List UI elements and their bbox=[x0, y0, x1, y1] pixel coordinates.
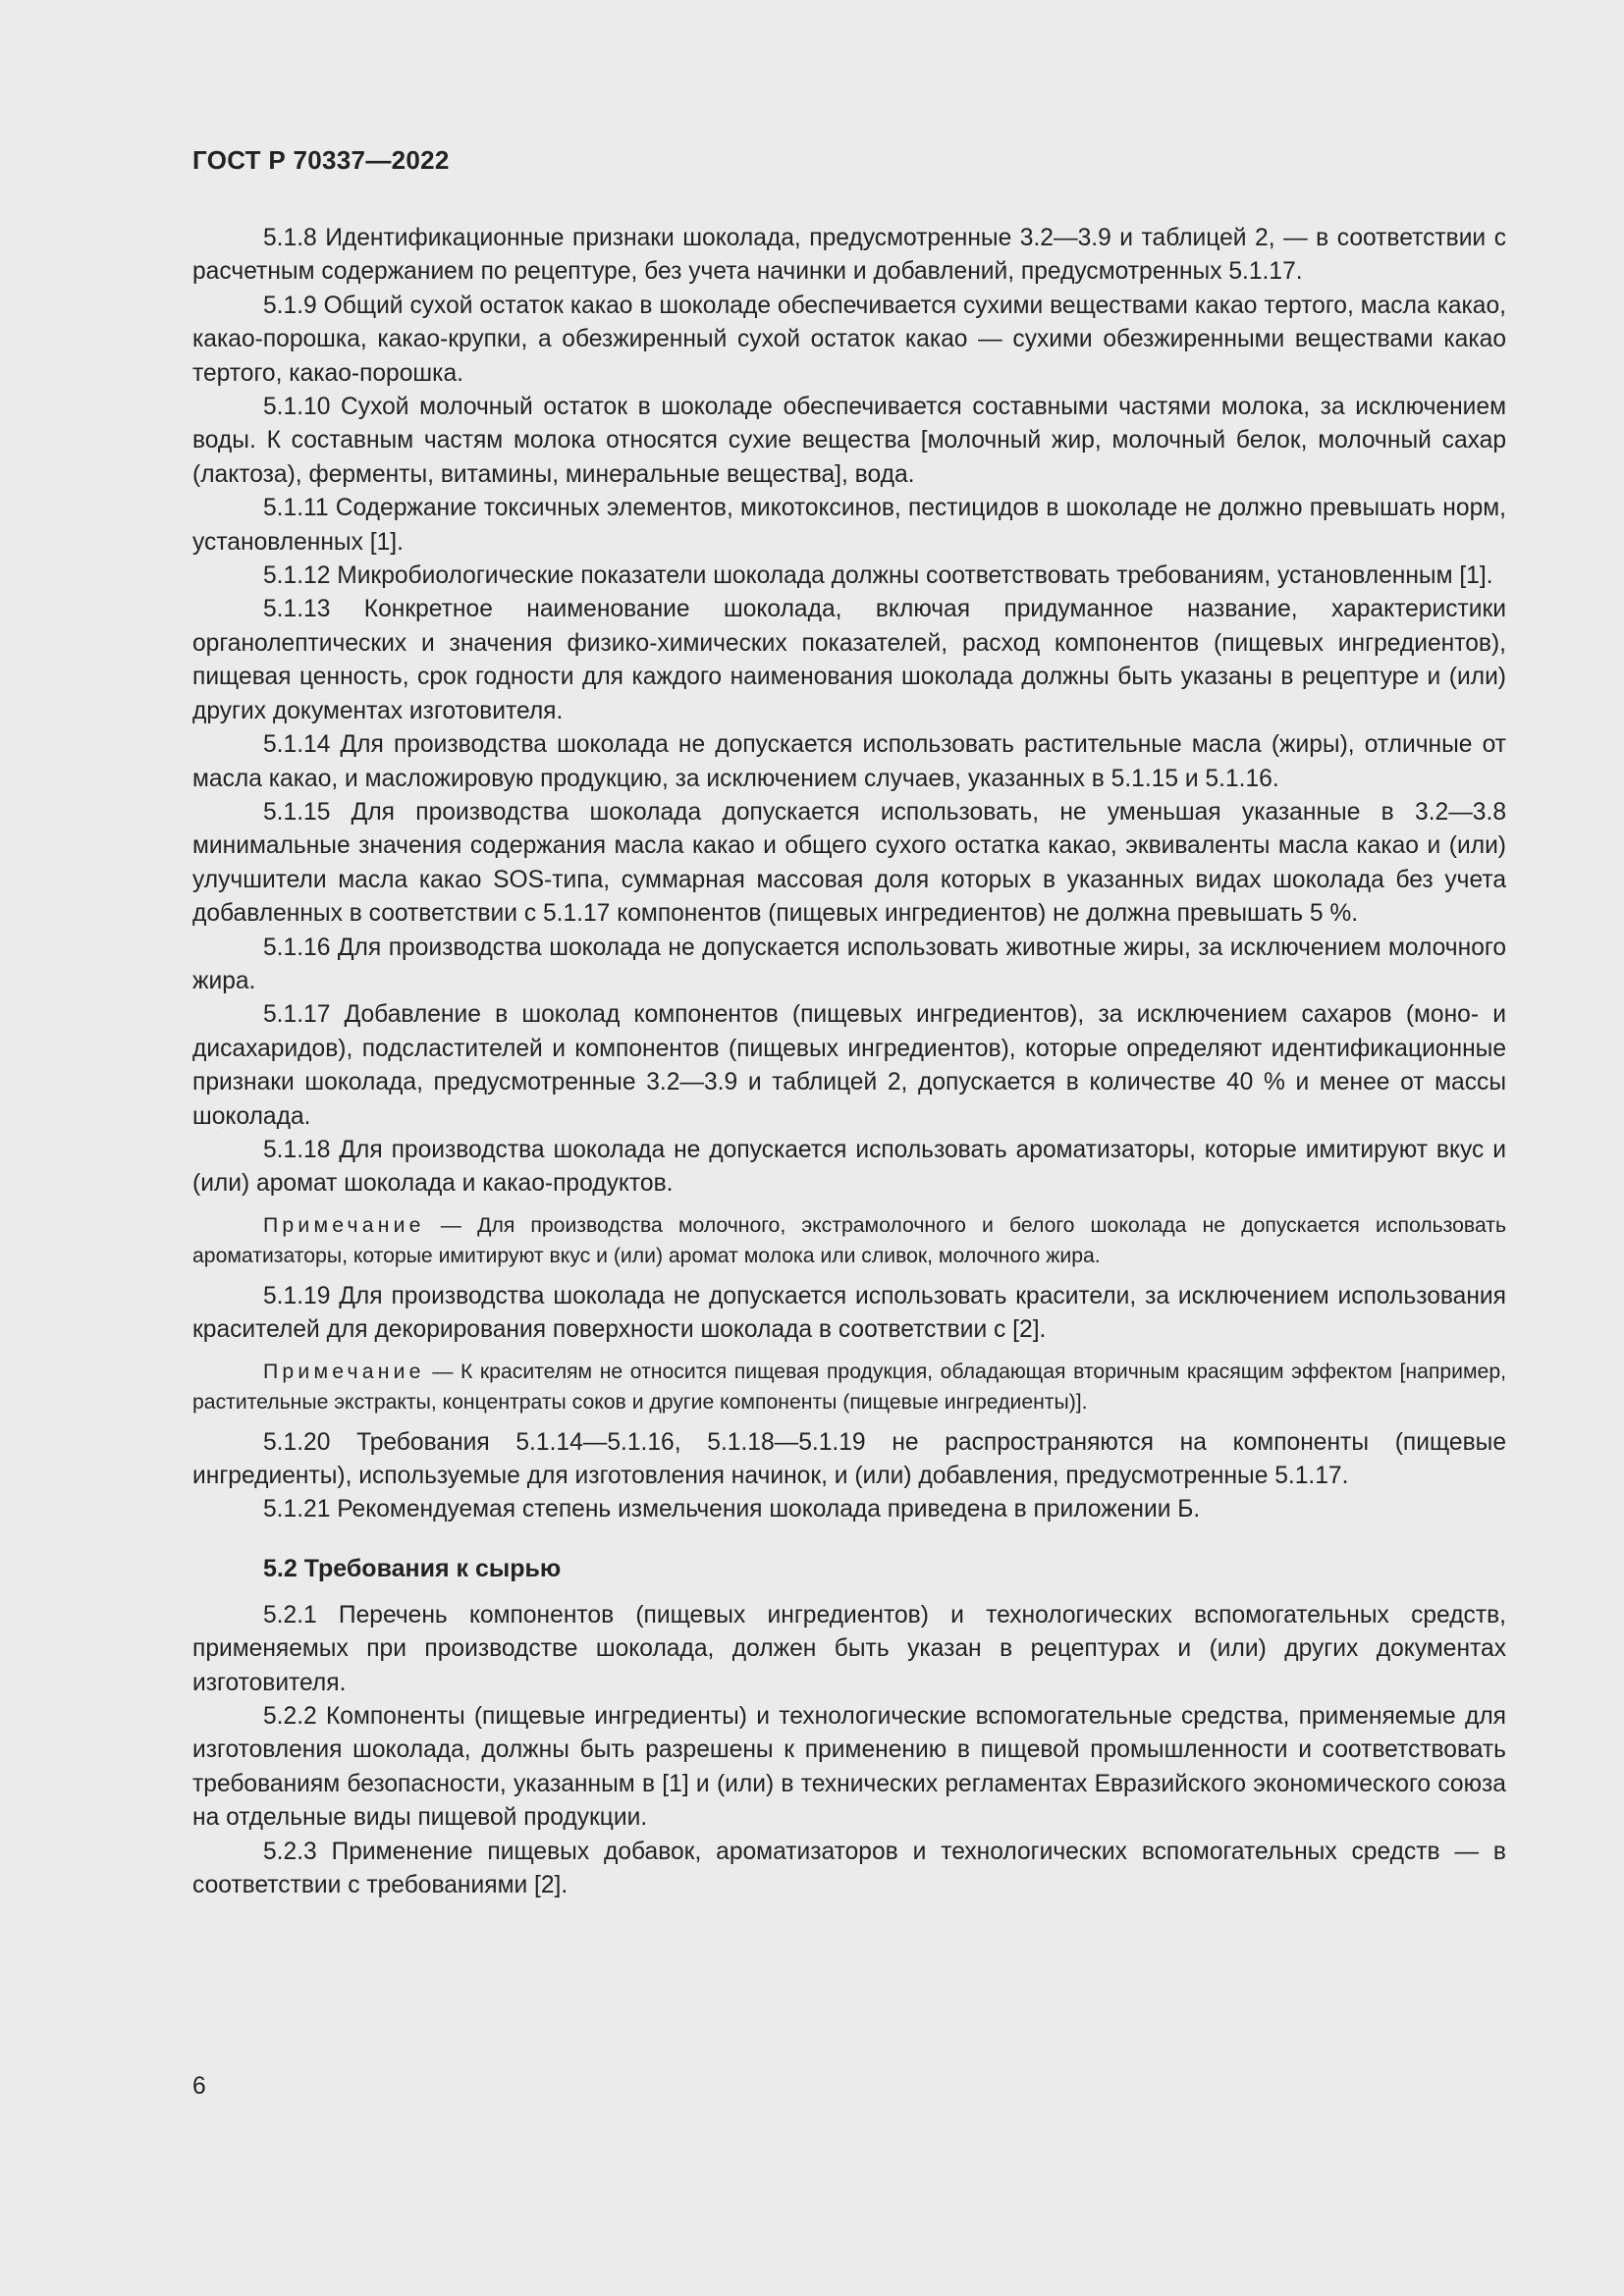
clause-5-2-1: 5.2.1 Перечень компонентов (пищевых ингредиентов) и технологических вспомогательных средств, применяемых при производстве шоколада, должен быть указан в рецептурах и (или) других документах изготовителя. bbox=[192, 1601, 1506, 1696]
clause-5-1-15: 5.1.15 Для производства шоколада допускается использовать, не уменьшая указанные в 3.2—3.8 минимальные значения содержания масла какао и общего сухого остатка какао, эквиваленты масла какао и (или) улучшители масла какао SOS-типа, суммарная массовая доля которых в указанных видах шоколада без учета добавленных в соответствии с 5.1.17 компонентов (пищевых ингредиентов) не должна превышать 5 %. bbox=[192, 798, 1506, 928]
note-2-label: Примечание bbox=[263, 1360, 425, 1383]
clause-5-1-13: 5.1.13 Конкретное наименование шоколада, включая придуманное название, характеристики органолептических и значения физико-химических показателей, расход компонентов (пищевых ингредиентов), пищевая ценность, срок годности для каждого наименования шоколада должны быть указаны в рецептуре и (или) других документах изготовителя. bbox=[192, 596, 1506, 724]
clause-5-1-18: 5.1.18 Для производства шоколада не допускается использовать ароматизаторы, которые имитируют вкус и (или) аромат шоколада и какао-продуктов. bbox=[192, 1136, 1506, 1198]
note-1-text: — Для производства молочного, экстрамолочного и белого шоколада не допускается использовать ароматизаторы, которые имитируют вкус и (или) аромат молока или сливок, молочного жира. bbox=[192, 1213, 1506, 1267]
clause-5-2-3: 5.2.3 Применение пищевых добавок, ароматизаторов и технологических вспомогательных средств — в соответствии с требованиями [2]. bbox=[192, 1838, 1506, 1899]
note-2 bbox=[192, 1357, 1506, 1417]
clause-5-2-2: 5.2.2 Компоненты (пищевые ингредиенты) и технологические вспомогательные средства, применяемые для изготовления шоколада, должны быть разрешены к применению в пищевой промышленности и соответствовать требованиям безопасности, указанным в [1] и (или) в технических регламентах Евразийского экономического союза на отдельные виды пищевой продукции. bbox=[192, 1703, 1506, 1832]
clause-5-1-9: 5.1.9 Общий сухой остаток какао в шоколаде обеспечивается сухими веществами какао тертого, масла какао, какао-порошка, какао-крупки, а обезжиренный сухой остаток какао — сухими обезжиренными веществами какао тертого, какао-порошка. bbox=[192, 292, 1506, 387]
clause-5-1-8: 5.1.8 Идентификационные признаки шоколада, предусмотренные 3.2—3.9 и таблицей 2, — в соответствии с расчетным содержанием по рецептуре, без учета начинки и добавлений, предусмотренных 5.1.17. bbox=[192, 225, 1506, 286]
section-heading-5-2: 5.2 Требования к сырью bbox=[263, 1554, 562, 1582]
clause-5-1-17: 5.1.17 Добавление в шоколад компонентов (пищевых ингредиентов), за исключением сахаров (моно- и дисахаридов), подсластителей и компонентов (пищевых ингредиентов), которые определяют идентификационные признаки шоколада, предусмотренные 3.2—3.9 и таблицей 2, допускается в количестве 40 % и менее от массы шоколада. bbox=[192, 1001, 1506, 1130]
clause-5-1-16: 5.1.16 Для производства шоколада не допускается использовать животные жиры, за исключением молочного жира. bbox=[192, 934, 1506, 994]
page-number: 6 bbox=[192, 2073, 206, 2100]
clause-5-1-19: 5.1.19 Для производства шоколада не допускается использовать красители, за исключением использования красителей для декорирования поверхности шоколада в соответствии с [2]. bbox=[192, 1282, 1506, 1344]
document-header: ГОСТ Р 70337—2022 bbox=[192, 145, 450, 175]
clause-5-1-20: 5.1.20 Требования 5.1.14—5.1.16, 5.1.18—5.1.19 не распространяются на компоненты (пищевые ингредиенты), используемые для изготовления начинок, и (или) добавления, предусмотренные 5.1.17. bbox=[192, 1428, 1506, 1489]
clause-5-1-21: 5.1.21 Рекомендуемая степень измельчения шоколада приведена в приложении Б. bbox=[263, 1496, 1201, 1523]
document-body bbox=[192, 222, 1506, 1902]
note-1 bbox=[192, 1210, 1506, 1271]
clause-5-1-12: 5.1.12 Микробиологические показатели шоколада должны соответствовать требованиям, установленным [1]. bbox=[263, 562, 1493, 590]
clause-5-1-11: 5.1.11 Содержание токсичных элементов, микотоксинов, пестицидов в шоколаде не должно превышать норм, установленных [1]. bbox=[192, 495, 1506, 556]
note-1-label: Примечание bbox=[263, 1213, 425, 1237]
clause-5-1-10: 5.1.10 Сухой молочный остаток в шоколаде обеспечивается составными частями молока, за исключением воды. К составным частям молока относятся сухие вещества [молочный жир, молочный белок, молочный сахар (лактоза), ферменты, витамины, минеральные вещества], вода. bbox=[192, 394, 1506, 488]
note-2-text: — К красителям не относится пищевая продукция, обладающая вторичным красящим эффектом [например, растительные экстракты, концентраты соков и другие компоненты (пищевые ингредиенты)]. bbox=[192, 1360, 1506, 1414]
clause-5-1-14: 5.1.14 Для производства шоколада не допускается использовать растительные масла (жиры), отличные от масла какао, и масложировую продукцию, за исключением случаев, указанных в 5.1.15 и 5.1.16. bbox=[192, 731, 1506, 792]
